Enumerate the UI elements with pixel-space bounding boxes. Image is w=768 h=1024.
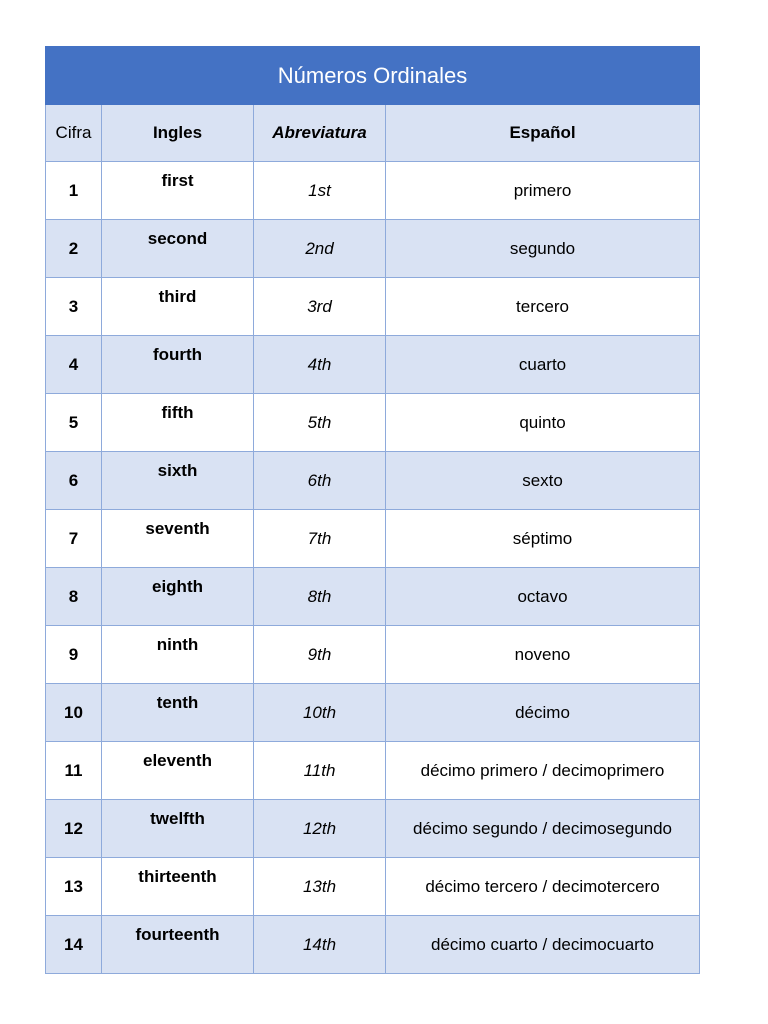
table-row	[46, 916, 700, 974]
cell-espanol: cuarto	[386, 336, 700, 394]
cell-cifra: 11	[46, 742, 102, 800]
ordinal-numbers-table-wrapper	[45, 46, 699, 974]
cell-ingles: ninth	[102, 626, 254, 684]
cell-cifra: 8	[46, 568, 102, 626]
cell-espanol: sexto	[386, 452, 700, 510]
cell-abreviatura: 2nd	[254, 220, 386, 278]
table-row	[46, 452, 700, 510]
cell-ingles: fourth	[102, 336, 254, 394]
cell-abreviatura: 14th	[254, 916, 386, 974]
cell-cifra: 5	[46, 394, 102, 452]
cell-ingles: thirteenth	[102, 858, 254, 916]
table-row	[46, 626, 700, 684]
column-header-cifra: Cifra	[46, 105, 102, 162]
cell-cifra: 1	[46, 162, 102, 220]
cell-espanol: décimo cuarto / decimocuarto	[386, 916, 700, 974]
cell-abreviatura: 13th	[254, 858, 386, 916]
cell-abreviatura: 10th	[254, 684, 386, 742]
column-header-abreviatura: Abreviatura	[254, 105, 386, 162]
cell-espanol: décimo	[386, 684, 700, 742]
cell-abreviatura: 5th	[254, 394, 386, 452]
table-row	[46, 394, 700, 452]
cell-ingles: eleventh	[102, 742, 254, 800]
cell-espanol: quinto	[386, 394, 700, 452]
cell-ingles: fourteenth	[102, 916, 254, 974]
cell-ingles: eighth	[102, 568, 254, 626]
cell-abreviatura: 7th	[254, 510, 386, 568]
table-row	[46, 742, 700, 800]
cell-cifra: 2	[46, 220, 102, 278]
cell-abreviatura: 12th	[254, 800, 386, 858]
cell-ingles: twelfth	[102, 800, 254, 858]
table-row	[46, 336, 700, 394]
cell-espanol: décimo primero / decimoprimero	[386, 742, 700, 800]
cell-abreviatura: 6th	[254, 452, 386, 510]
cell-ingles: seventh	[102, 510, 254, 568]
cell-espanol: décimo segundo / decimosegundo	[386, 800, 700, 858]
cell-espanol: tercero	[386, 278, 700, 336]
table-row	[46, 684, 700, 742]
cell-abreviatura: 11th	[254, 742, 386, 800]
cell-ingles: sixth	[102, 452, 254, 510]
cell-espanol: noveno	[386, 626, 700, 684]
cell-espanol: octavo	[386, 568, 700, 626]
table-row	[46, 278, 700, 336]
cell-cifra: 12	[46, 800, 102, 858]
table-row	[46, 162, 700, 220]
cell-espanol: segundo	[386, 220, 700, 278]
cell-ingles: third	[102, 278, 254, 336]
cell-espanol: primero	[386, 162, 700, 220]
cell-cifra: 6	[46, 452, 102, 510]
cell-ingles: second	[102, 220, 254, 278]
cell-abreviatura: 4th	[254, 336, 386, 394]
cell-cifra: 14	[46, 916, 102, 974]
table-row	[46, 800, 700, 858]
cell-abreviatura: 1st	[254, 162, 386, 220]
cell-ingles: first	[102, 162, 254, 220]
cell-espanol: séptimo	[386, 510, 700, 568]
column-header-ingles: Ingles	[102, 105, 254, 162]
table-row	[46, 220, 700, 278]
cell-abreviatura: 8th	[254, 568, 386, 626]
table-title: Números Ordinales	[46, 47, 700, 105]
column-header-espanol: Español	[386, 105, 700, 162]
table-title-row	[46, 47, 700, 105]
table-row	[46, 568, 700, 626]
cell-cifra: 7	[46, 510, 102, 568]
cell-abreviatura: 9th	[254, 626, 386, 684]
ordinal-numbers-table	[45, 46, 700, 974]
cell-cifra: 3	[46, 278, 102, 336]
cell-abreviatura: 3rd	[254, 278, 386, 336]
cell-ingles: tenth	[102, 684, 254, 742]
cell-cifra: 9	[46, 626, 102, 684]
cell-cifra: 13	[46, 858, 102, 916]
table-row	[46, 858, 700, 916]
cell-cifra: 10	[46, 684, 102, 742]
cell-cifra: 4	[46, 336, 102, 394]
column-header-row	[46, 105, 700, 162]
table-row	[46, 510, 700, 568]
cell-ingles: fifth	[102, 394, 254, 452]
cell-espanol: décimo tercero / decimotercero	[386, 858, 700, 916]
